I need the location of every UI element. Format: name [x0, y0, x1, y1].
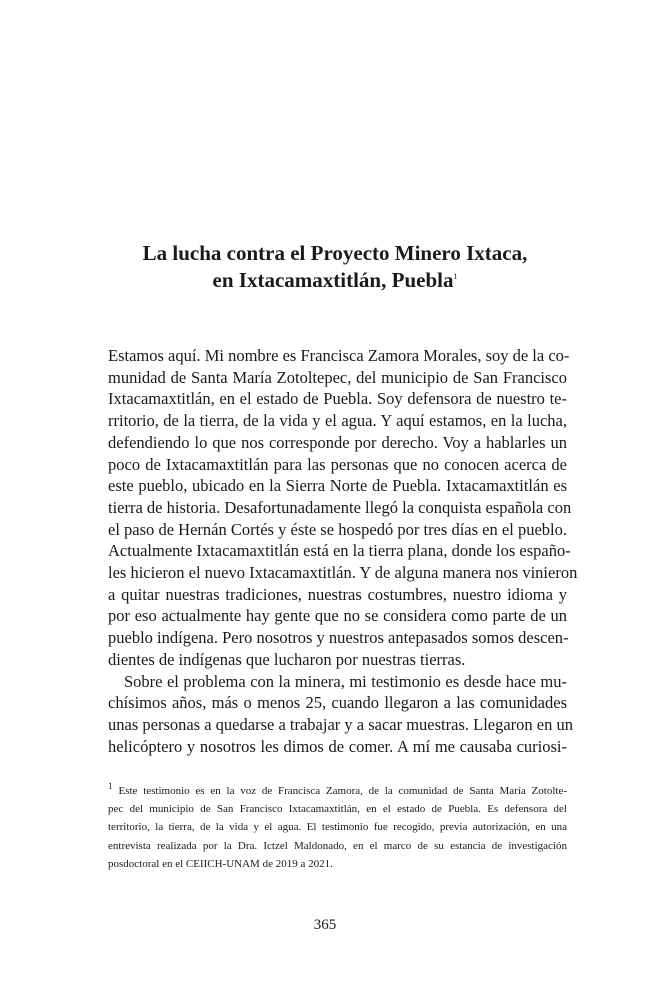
- footnote-block: [108, 782, 567, 873]
- body-line: el paso de Hernán Cortés y éste se hospedó por tres días en el pueblo.: [108, 519, 567, 539]
- body-text: [108, 345, 578, 757]
- body-line: dientes de indígenas que lucharon por nuestras tierras.: [108, 649, 466, 669]
- body-line: poco de Ixtacamaxtitlán para las personas que no conocen acerca de: [108, 454, 567, 474]
- body-line: Estamos aquí. Mi nombre es Francisca Zamora Morales, soy de la co-: [108, 346, 570, 365]
- body-line: helicóptero y nosotros les dimos de comer. A mí me causaba curiosi-: [108, 736, 567, 756]
- body-line: les hicieron el nuevo Ixtacamaxtitlán. Y de alguna manera nos vinieron: [108, 563, 578, 583]
- page-number: 365: [313, 917, 337, 933]
- chapter-title-line-2-text: en Ixtacamaxtitlán, Puebla: [212, 268, 454, 292]
- body-line: chísimos años, más o menos 25, cuando llegaron a las comunidades: [108, 693, 567, 713]
- body-line: Actualmente Ixtacamaxtitlán está en la tierra plana, donde los españo-: [108, 541, 571, 561]
- footnote-line-text: Este testimonio es en la voz de Francisca Zamora, de la comunidad de Santa María Zotolte-: [118, 785, 567, 797]
- footnote-line: entrevista realizada por la Dra. Ictzel Maldonado, en el marco de su estancia de investigación: [108, 839, 567, 852]
- chapter-title-line-1: La lucha contra el Proyecto Minero Ixtaca,: [142, 241, 528, 265]
- body-line: a quitar nuestras tradiciones, nuestras costumbres, nuestro idioma y: [108, 584, 567, 604]
- footnote-line: pec del municipio de San Francisco Ixtacamaxtitlán, en el estado de Puebla. Es defensora del: [108, 803, 567, 816]
- body-line: tierra de historia. Desafortunadamente llegó la conquista española con: [108, 497, 572, 517]
- footnote-line: posdoctoral en el CEIICH-UNAM de 2019 a 2021.: [108, 857, 333, 870]
- footnote-mark: 1: [108, 781, 113, 792]
- footnote-line: territorio, la tierra, de la vida y el agua. El testimonio fue recogido, previa autorización, en una: [108, 821, 567, 834]
- footnote-reference[interactable]: 1: [453, 272, 458, 281]
- body-line: munidad de Santa María Zotoltepec, del municipio de San Francisco: [108, 367, 567, 387]
- body-line: rritorio, de la tierra, de la vida y el agua. Y aquí estamos, en la lucha,: [108, 411, 567, 431]
- chapter-title: [95, 240, 575, 294]
- body-line: este pueblo, ubicado en la Sierra Norte de Puebla. Ixtacamaxtitlán es: [108, 476, 567, 496]
- body-line: por eso actualmente hay gente que no se considera como parte de un: [108, 606, 567, 626]
- footnote-line: [108, 782, 567, 800]
- body-line: pueblo indígena. Pero nosotros y nuestros antepasados somos descen-: [108, 628, 569, 648]
- body-line: unas personas a quedarse a trabajar y a sacar muestras. Llegaron en un: [108, 714, 574, 734]
- chapter-title-line-2: [95, 267, 575, 294]
- body-line: Sobre el problema con la minera, mi testimonio es desde hace mu-: [124, 671, 567, 691]
- body-line: defendiendo lo que nos corresponde por derecho. Voy a hablarles un: [108, 432, 567, 452]
- body-line: Ixtacamaxtitlán, en el estado de Puebla. Soy defensora de nuestro te-: [108, 389, 567, 409]
